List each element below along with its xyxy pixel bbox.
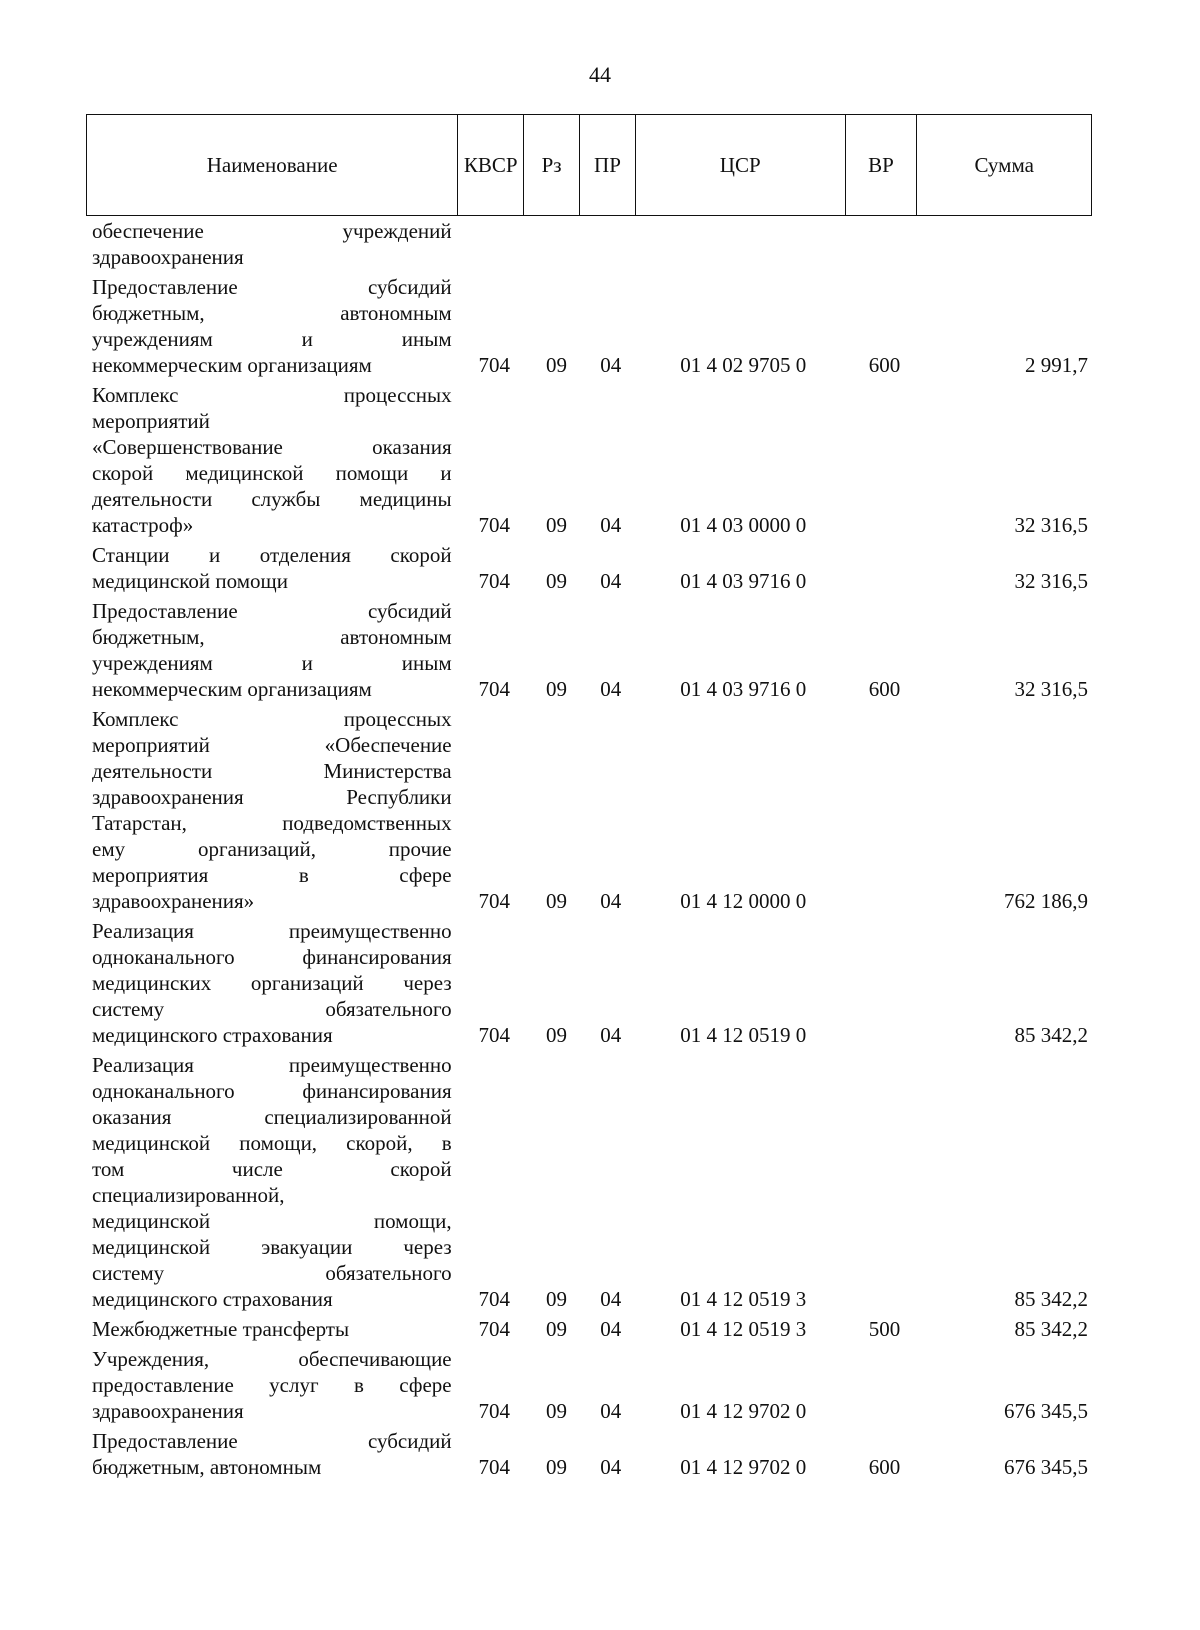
cell-vr: 600 xyxy=(868,677,901,701)
cell-pr: 04 xyxy=(600,889,622,913)
table-row xyxy=(86,598,1092,702)
cell-kvsr: 704 xyxy=(478,513,510,537)
row-name-line: мероприятий «Обеспечение xyxy=(92,733,452,757)
cell-rz: 09 xyxy=(545,1287,567,1311)
table-row xyxy=(86,1052,1092,1312)
row-name xyxy=(86,382,452,538)
table-row xyxy=(86,382,1092,538)
cell-sum: 2 991,7 xyxy=(1025,353,1088,377)
cell-sum: 676 345,5 xyxy=(1004,1399,1088,1423)
cell-kvsr: 704 xyxy=(478,353,510,377)
row-name xyxy=(86,1428,452,1480)
cell-kvsr: 704 xyxy=(478,1399,510,1423)
row-name-line: систему обязательного xyxy=(92,997,452,1021)
row-name-line: учреждениям и иным xyxy=(92,651,452,675)
row-name-line: том числе скорой xyxy=(92,1157,452,1181)
row-name-line: деятельности Министерства xyxy=(92,759,452,783)
row-name-line: медицинского страхования xyxy=(92,1287,333,1311)
cell-sum: 32 316,5 xyxy=(1014,677,1088,701)
row-name-line: ему организаций, прочие xyxy=(92,837,452,861)
cell-kvsr: 704 xyxy=(478,1317,510,1341)
row-name xyxy=(86,1346,452,1424)
cell-rz: 09 xyxy=(545,1455,567,1479)
cell-csr: 01 4 03 0000 0 xyxy=(680,513,807,537)
row-name-line: медицинской помощи, xyxy=(92,1209,452,1233)
header-rz: Рз xyxy=(524,115,580,215)
table-row xyxy=(86,706,1092,914)
row-name-line: одноканального финансирования xyxy=(92,945,452,969)
row-name-line: скорой медицинской помощи и xyxy=(92,461,452,485)
cell-rz: 09 xyxy=(545,889,567,913)
cell-sum: 32 316,5 xyxy=(1014,569,1088,593)
row-name-line: медицинской помощи, скорой, в xyxy=(92,1131,452,1155)
cell-rz: 09 xyxy=(545,513,567,537)
cell-pr: 04 xyxy=(600,1455,622,1479)
cell-kvsr: 704 xyxy=(478,889,510,913)
row-gap xyxy=(86,1480,1092,1484)
table-row xyxy=(86,542,1092,594)
cell-csr: 01 4 12 0519 3 xyxy=(680,1287,807,1311)
row-name-line: медицинской эвакуации через xyxy=(92,1235,452,1259)
row-name-line: медицинских организаций через xyxy=(92,971,452,995)
row-name-line: бюджетным, автономным xyxy=(92,1455,322,1479)
cell-sum: 32 316,5 xyxy=(1014,513,1088,537)
row-name-line: медицинского страхования xyxy=(92,1023,333,1047)
row-name-line: одноканального финансирования xyxy=(92,1079,452,1103)
cell-pr: 04 xyxy=(600,1317,622,1341)
cell-rz: 09 xyxy=(545,1399,567,1423)
cell-pr: 04 xyxy=(600,677,622,701)
row-name-line: предоставление услуг в сфере xyxy=(92,1373,452,1397)
row-name-line: Реализация преимущественно xyxy=(92,919,452,943)
cell-csr: 01 4 03 9716 0 xyxy=(680,569,807,593)
table-body xyxy=(86,218,1092,1484)
cell-pr: 04 xyxy=(600,569,622,593)
cell-sum: 762 186,9 xyxy=(1004,889,1088,913)
row-name xyxy=(86,1316,452,1342)
row-name-line: здравоохранения xyxy=(92,245,244,269)
row-name xyxy=(86,706,452,914)
cell-sum: 85 342,2 xyxy=(1014,1287,1088,1311)
row-name-line: катастроф» xyxy=(92,513,194,537)
cell-rz: 09 xyxy=(545,1023,567,1047)
cell-vr: 600 xyxy=(868,1455,901,1479)
cell-csr: 01 4 12 0519 3 xyxy=(680,1317,807,1341)
row-name-line: обеспечение учреждений xyxy=(92,219,452,243)
cell-pr: 04 xyxy=(600,513,622,537)
row-name xyxy=(86,542,452,594)
header-vr: ВР xyxy=(846,115,918,215)
row-name-line: мероприятия в сфере xyxy=(92,863,452,887)
row-name-line: мероприятий xyxy=(92,409,210,433)
cell-rz: 09 xyxy=(545,677,567,701)
cell-kvsr: 704 xyxy=(478,1455,510,1479)
row-name-line: систему обязательного xyxy=(92,1261,452,1285)
header-sum: Сумма xyxy=(974,152,1034,177)
row-name-line: Реализация преимущественно xyxy=(92,1053,452,1077)
header-kvsr: КВСР xyxy=(458,115,524,215)
table-row xyxy=(86,218,1092,270)
row-name-line: бюджетным, автономным xyxy=(92,301,452,325)
row-name-line: Учреждения, обеспечивающие xyxy=(92,1347,452,1371)
cell-sum: 85 342,2 xyxy=(1014,1317,1088,1341)
row-name-line: специализированной, xyxy=(92,1183,285,1207)
cell-pr: 04 xyxy=(600,353,622,377)
table-row xyxy=(86,918,1092,1048)
cell-kvsr: 704 xyxy=(478,677,510,701)
row-name xyxy=(86,274,452,378)
row-name-line: здравоохранения Республики xyxy=(92,785,452,809)
row-name-line: Татарстан, подведомственных xyxy=(92,811,452,835)
cell-rz: 09 xyxy=(545,353,567,377)
cell-csr: 01 4 12 9702 0 xyxy=(680,1399,807,1423)
row-name-line: учреждениям и иным xyxy=(92,327,452,351)
cell-kvsr: 704 xyxy=(478,569,510,593)
cell-csr: 01 4 12 9702 0 xyxy=(680,1455,807,1479)
cell-kvsr: 704 xyxy=(478,1023,510,1047)
budget-table xyxy=(86,114,1092,1479)
cell-kvsr: 704 xyxy=(478,1287,510,1311)
row-name-line: бюджетным, автономным xyxy=(92,625,452,649)
row-name-line: здравоохранения» xyxy=(92,889,255,913)
row-name-line: Комплекс процессных xyxy=(92,383,452,407)
cell-rz: 09 xyxy=(545,569,567,593)
cell-rz: 09 xyxy=(545,1317,567,1341)
cell-vr: 500 xyxy=(868,1317,901,1341)
row-name xyxy=(86,1052,452,1312)
row-name-line: некоммерческим организациям xyxy=(92,677,372,701)
cell-csr: 01 4 12 0519 0 xyxy=(680,1023,807,1047)
table-row xyxy=(86,274,1092,378)
cell-sum: 676 345,5 xyxy=(1004,1455,1088,1479)
cell-csr: 01 4 02 9705 0 xyxy=(680,353,807,377)
row-name-line: оказания специализированной xyxy=(92,1105,452,1129)
row-name xyxy=(86,218,452,270)
table-row xyxy=(86,1428,1092,1480)
cell-pr: 04 xyxy=(600,1023,622,1047)
header-pr: ПР xyxy=(580,115,636,215)
row-name-line: Предоставление субсидий xyxy=(92,1429,452,1453)
cell-pr: 04 xyxy=(600,1399,622,1423)
row-name-line: «Совершенствование оказания xyxy=(92,435,452,459)
page-number: 44 xyxy=(589,62,611,87)
row-name-line: деятельности службы медицины xyxy=(92,487,452,511)
table-header xyxy=(86,114,1092,216)
cell-pr: 04 xyxy=(600,1287,622,1311)
cell-sum: 85 342,2 xyxy=(1014,1023,1088,1047)
row-name-line: Станции и отделения скорой xyxy=(92,543,452,567)
row-name-line: некоммерческим организациям xyxy=(92,353,372,377)
row-name-line: медицинской помощи xyxy=(92,569,288,593)
table-row xyxy=(86,1316,1092,1342)
header-name: Наименование xyxy=(87,115,458,215)
header-csr: ЦСР xyxy=(636,115,846,215)
row-name-line: Межбюджетные трансферты xyxy=(92,1317,350,1341)
row-name-line: Комплекс процессных xyxy=(92,707,452,731)
cell-csr: 01 4 03 9716 0 xyxy=(680,677,807,701)
row-name-line: здравоохранения xyxy=(92,1399,244,1423)
cell-vr: 600 xyxy=(868,353,901,377)
row-name xyxy=(86,598,452,702)
cell-csr: 01 4 12 0000 0 xyxy=(680,889,807,913)
row-name-line: Предоставление субсидий xyxy=(92,275,452,299)
row-name xyxy=(86,918,452,1048)
table-row xyxy=(86,1346,1092,1424)
row-name-line: Предоставление субсидий xyxy=(92,599,452,623)
